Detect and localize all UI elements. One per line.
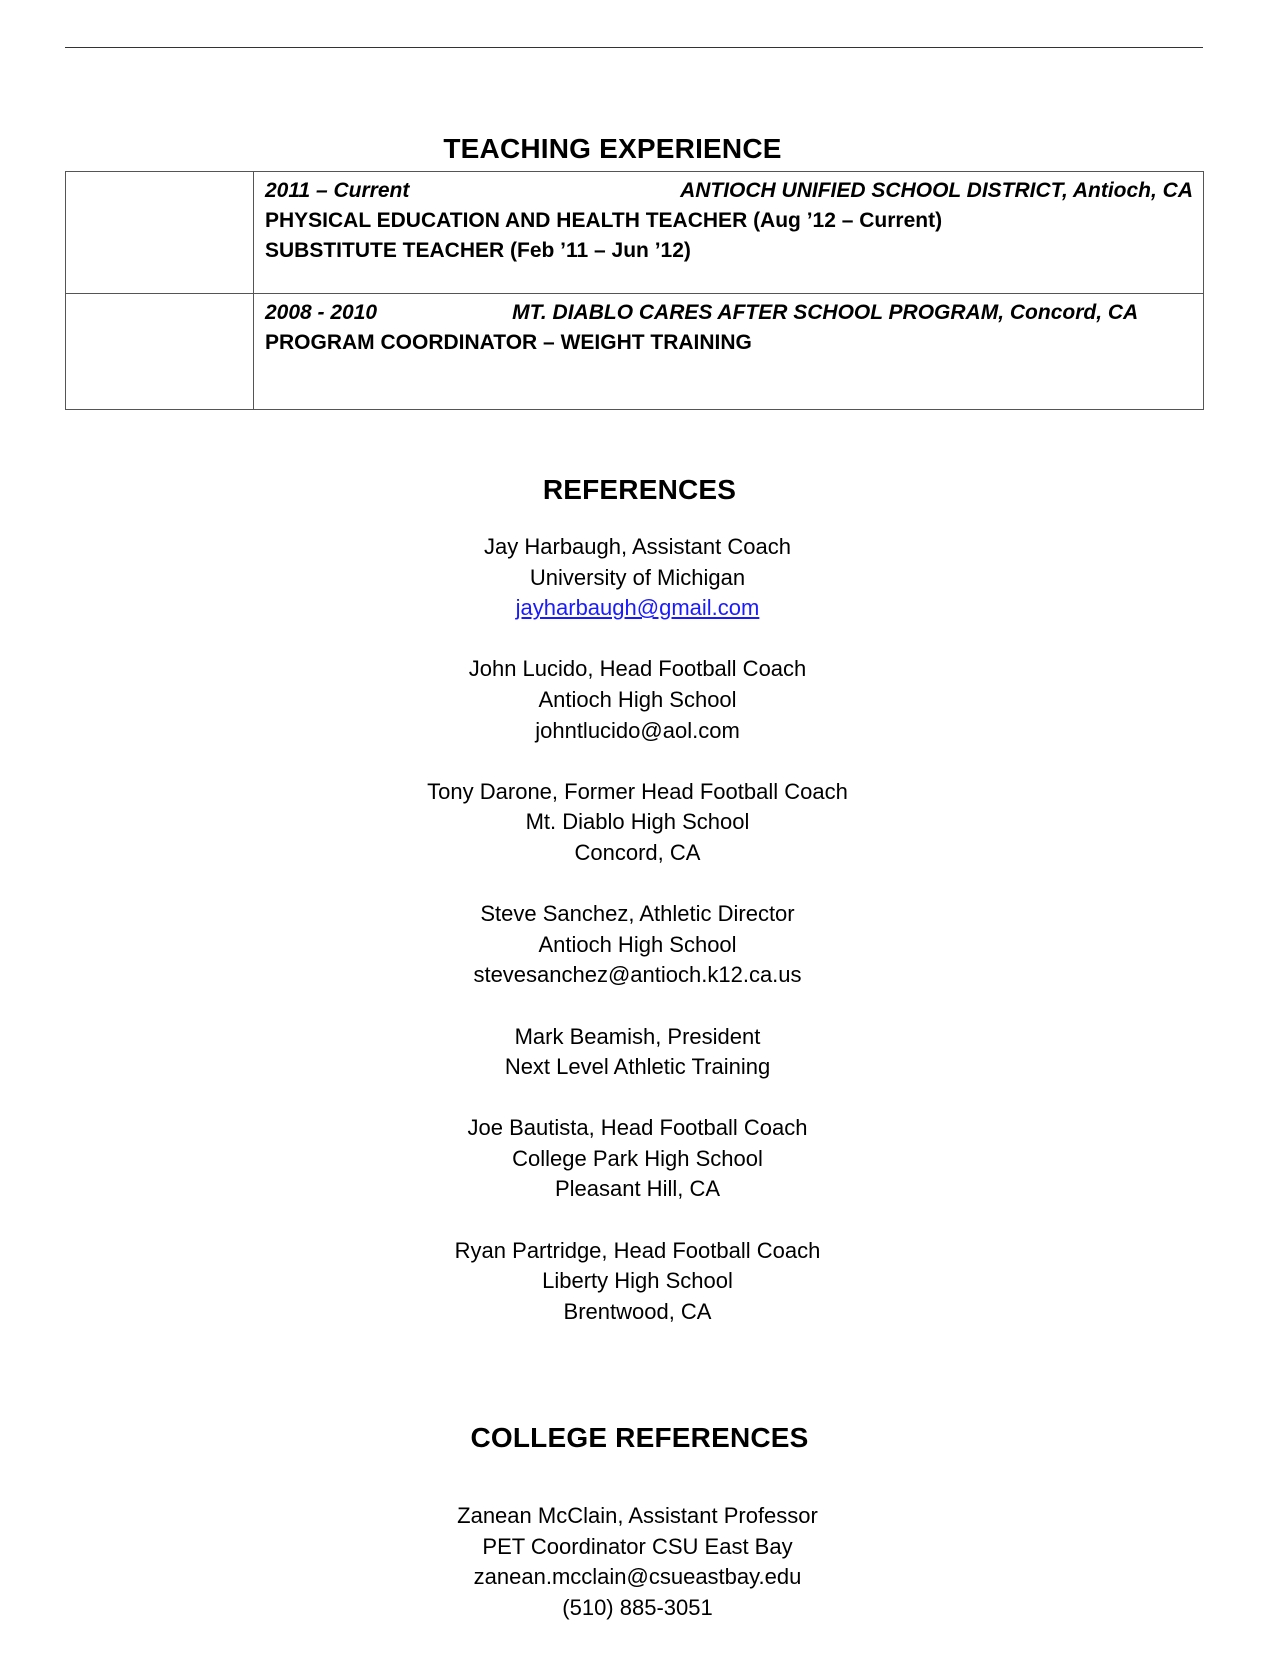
reference-email: johntlucido@aol.com — [535, 717, 740, 743]
reference-organization: Antioch High School — [538, 686, 737, 712]
reference-email-link[interactable]: jayharbaugh@gmail.com — [515, 595, 760, 621]
experience-row — [66, 172, 1204, 294]
reference-organization: Mt. Diablo High School — [525, 809, 750, 835]
job-dates: 2008 - 2010 — [265, 301, 378, 324]
reference-organization: PET Coordinator CSU East Bay — [482, 1533, 793, 1559]
job-organization: MT. DIABLO CARES AFTER SCHOOL PROGRAM, Concord, CA — [512, 301, 1139, 324]
teaching-experience-heading: TEACHING EXPERIENCE — [443, 133, 782, 164]
reference-organization: University of Michigan — [529, 564, 746, 590]
reference-entry — [0, 1236, 1275, 1328]
reference-name: Zanean McClain, Assistant Professor — [457, 1503, 818, 1528]
reference-email: zanean.mcclain@csueastbay.edu — [473, 1564, 802, 1590]
reference-name: Joe Bautista, Head Football Coach — [467, 1115, 808, 1141]
reference-organization: College Park High School — [512, 1145, 763, 1171]
college-references-list — [0, 1501, 1275, 1654]
experience-cell — [254, 294, 1204, 410]
job-header — [265, 176, 1193, 206]
reference-location: Brentwood, CA — [563, 1298, 712, 1324]
job-title: PROGRAM COORDINATOR – WEIGHT TRAINING — [265, 331, 752, 354]
reference-entry — [0, 654, 1275, 746]
reference-name: Tony Darone, Former Head Football Coach — [427, 778, 848, 804]
reference-entry — [0, 1022, 1275, 1083]
job-title: PHYSICAL EDUCATION AND HEALTH TEACHER (Aug ’12 – Current) — [265, 209, 943, 232]
job-organization: ANTIOCH UNIFIED SCHOOL DISTRICT, Antioch, CA — [680, 179, 1193, 202]
college-reference-entry — [0, 1501, 1275, 1623]
experience-left-cell — [66, 172, 254, 294]
reference-organization: Next Level Athletic Training — [504, 1054, 771, 1080]
experience-cell — [254, 172, 1204, 294]
job-dates: 2011 – Current — [265, 179, 410, 202]
job-title: SUBSTITUTE TEACHER (Feb ’11 – Jun ’12) — [265, 239, 691, 262]
top-divider — [65, 47, 1203, 48]
reference-name: John Lucido, Head Football Coach — [468, 656, 807, 682]
reference-name: Ryan Partridge, Head Football Coach — [454, 1237, 821, 1263]
reference-location: Concord, CA — [574, 839, 701, 865]
reference-name: Steve Sanchez, Athletic Director — [480, 901, 795, 927]
reference-organization: Liberty High School — [542, 1268, 733, 1294]
reference-name: Jay Harbaugh, Assistant Coach — [484, 534, 791, 559]
references-heading: REFERENCES — [542, 474, 737, 505]
college-references-heading: COLLEGE REFERENCES — [470, 1422, 809, 1453]
reference-phone: (510) 885-3051 — [562, 1594, 713, 1620]
teaching-experience-table — [65, 171, 1204, 410]
reference-name: Mark Beamish, President — [514, 1023, 761, 1049]
reference-entry — [0, 532, 1275, 624]
reference-email: stevesanchez@antioch.k12.ca.us — [473, 962, 802, 988]
references-list — [0, 532, 1275, 1358]
job-header — [265, 298, 1193, 328]
reference-entry — [0, 1113, 1275, 1205]
reference-entry — [0, 777, 1275, 869]
reference-organization: Antioch High School — [538, 931, 737, 957]
reference-location: Pleasant Hill, CA — [554, 1176, 721, 1202]
experience-left-cell — [66, 294, 254, 410]
reference-entry — [0, 899, 1275, 991]
experience-row — [66, 294, 1204, 410]
